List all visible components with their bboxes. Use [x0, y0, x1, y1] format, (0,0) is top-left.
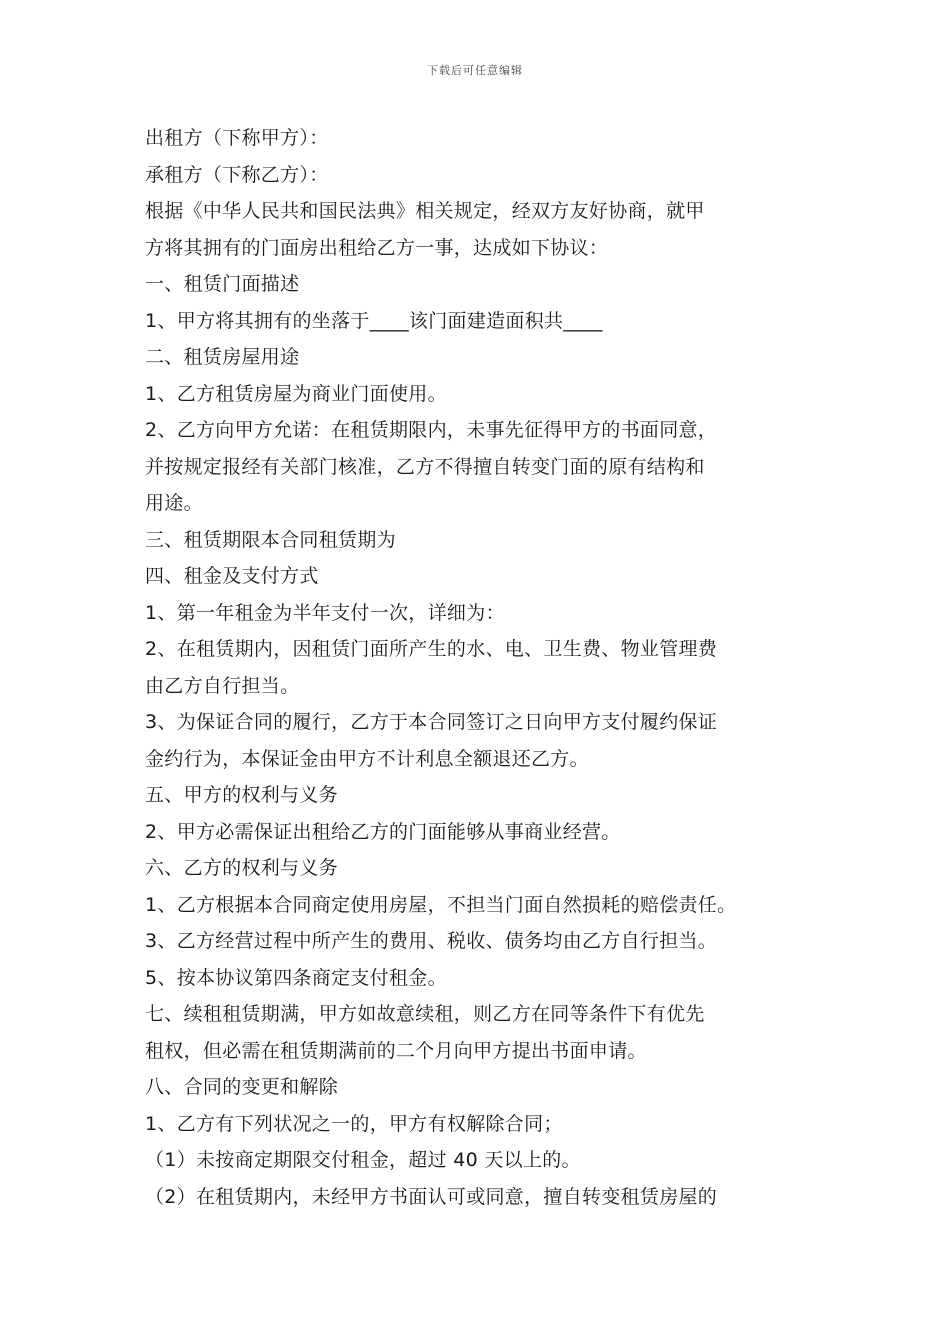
section-heading-7: 七、续租租赁期满，甲方如故意续租，则乙方在同等条件下有优先 — [145, 1003, 705, 1025]
clause-line: 金约行为，本保证金由甲方不计利息全额退还乙方。 — [145, 747, 589, 770]
clause-line: 并按规定报经有关部门核准，乙方不得擅自转变门面的原有结构和 — [145, 455, 705, 478]
section-heading-3: 三、租赁期限本合同租赁期为 — [145, 528, 396, 551]
clause-line: 1、乙方有下列状况之一的，甲方有权解除合同； — [145, 1112, 563, 1135]
clause-line: 5、按本协议第四条商定支付租金。 — [145, 966, 447, 989]
clause-line: 由乙方自行担当。 — [145, 674, 300, 697]
section-heading-2: 二、租赁房屋用途 — [145, 346, 300, 368]
clause-line: 2、甲方必需保证出租给乙方的门面能够从事商业经营。 — [145, 820, 621, 843]
clause-line: 2、乙方向甲方允诺：在租赁期限内，未事先征得甲方的书面同意， — [145, 419, 718, 441]
clause-line: 用途。 — [145, 492, 203, 514]
clause-line: 2、在租赁期内，因租赁门面所产生的水、电、卫生费、物业管理费 — [145, 638, 718, 660]
preamble-line-1: 根据《中华人民共和国民法典》相关规定，经双方友好协商，就甲 — [145, 200, 705, 222]
sub-clause-line: （1）未按商定期限交付租金，超过 40 天以上的。 — [145, 1149, 581, 1171]
clause-line: 1、乙方根据本合同商定使用房屋，不担当门面自然损耗的赔偿责任。 — [145, 893, 737, 916]
lessor-line: 出租方（下称甲方）： — [145, 127, 329, 149]
page-header: 下载后可任意编辑 — [427, 64, 523, 77]
section-heading-5: 五、甲方的权利与义务 — [145, 784, 339, 806]
section-heading-1: 一、租赁门面描述 — [145, 273, 300, 295]
clause-line: 3、为保证合同的履行，乙方于本合同签订之日向甲方支付履约保证 — [145, 711, 718, 733]
document-body — [145, 120, 825, 1215]
section-heading-6: 六、乙方的权利与义务 — [145, 857, 339, 879]
clause-line: 1、乙方租赁房屋为商业门面使用。 — [145, 382, 447, 405]
clause-line: 1、甲方将其拥有的坐落于____该门面建造面积共____ — [145, 309, 603, 332]
clause-line: 3、乙方经营过程中所产生的费用、税收、债务均由乙方自行担当。 — [145, 930, 718, 952]
clause-line: 租权，但必需在租赁期满前的二个月向甲方提出书面申请。 — [145, 1039, 647, 1062]
lessee-line: 承租方（下称乙方）： — [145, 163, 329, 186]
preamble-line-2: 方将其拥有的门面房出租给乙方一事，达成如下协议： — [145, 236, 609, 259]
section-heading-8: 八、合同的变更和解除 — [145, 1076, 339, 1098]
sub-clause-line: （2）在租赁期内，未经甲方书面认可或同意，擅自转变租赁房屋的 — [145, 1185, 718, 1208]
clause-line: 1、第一年租金为半年支付一次，详细为： — [145, 601, 505, 624]
section-heading-4: 四、租金及支付方式 — [145, 565, 319, 587]
